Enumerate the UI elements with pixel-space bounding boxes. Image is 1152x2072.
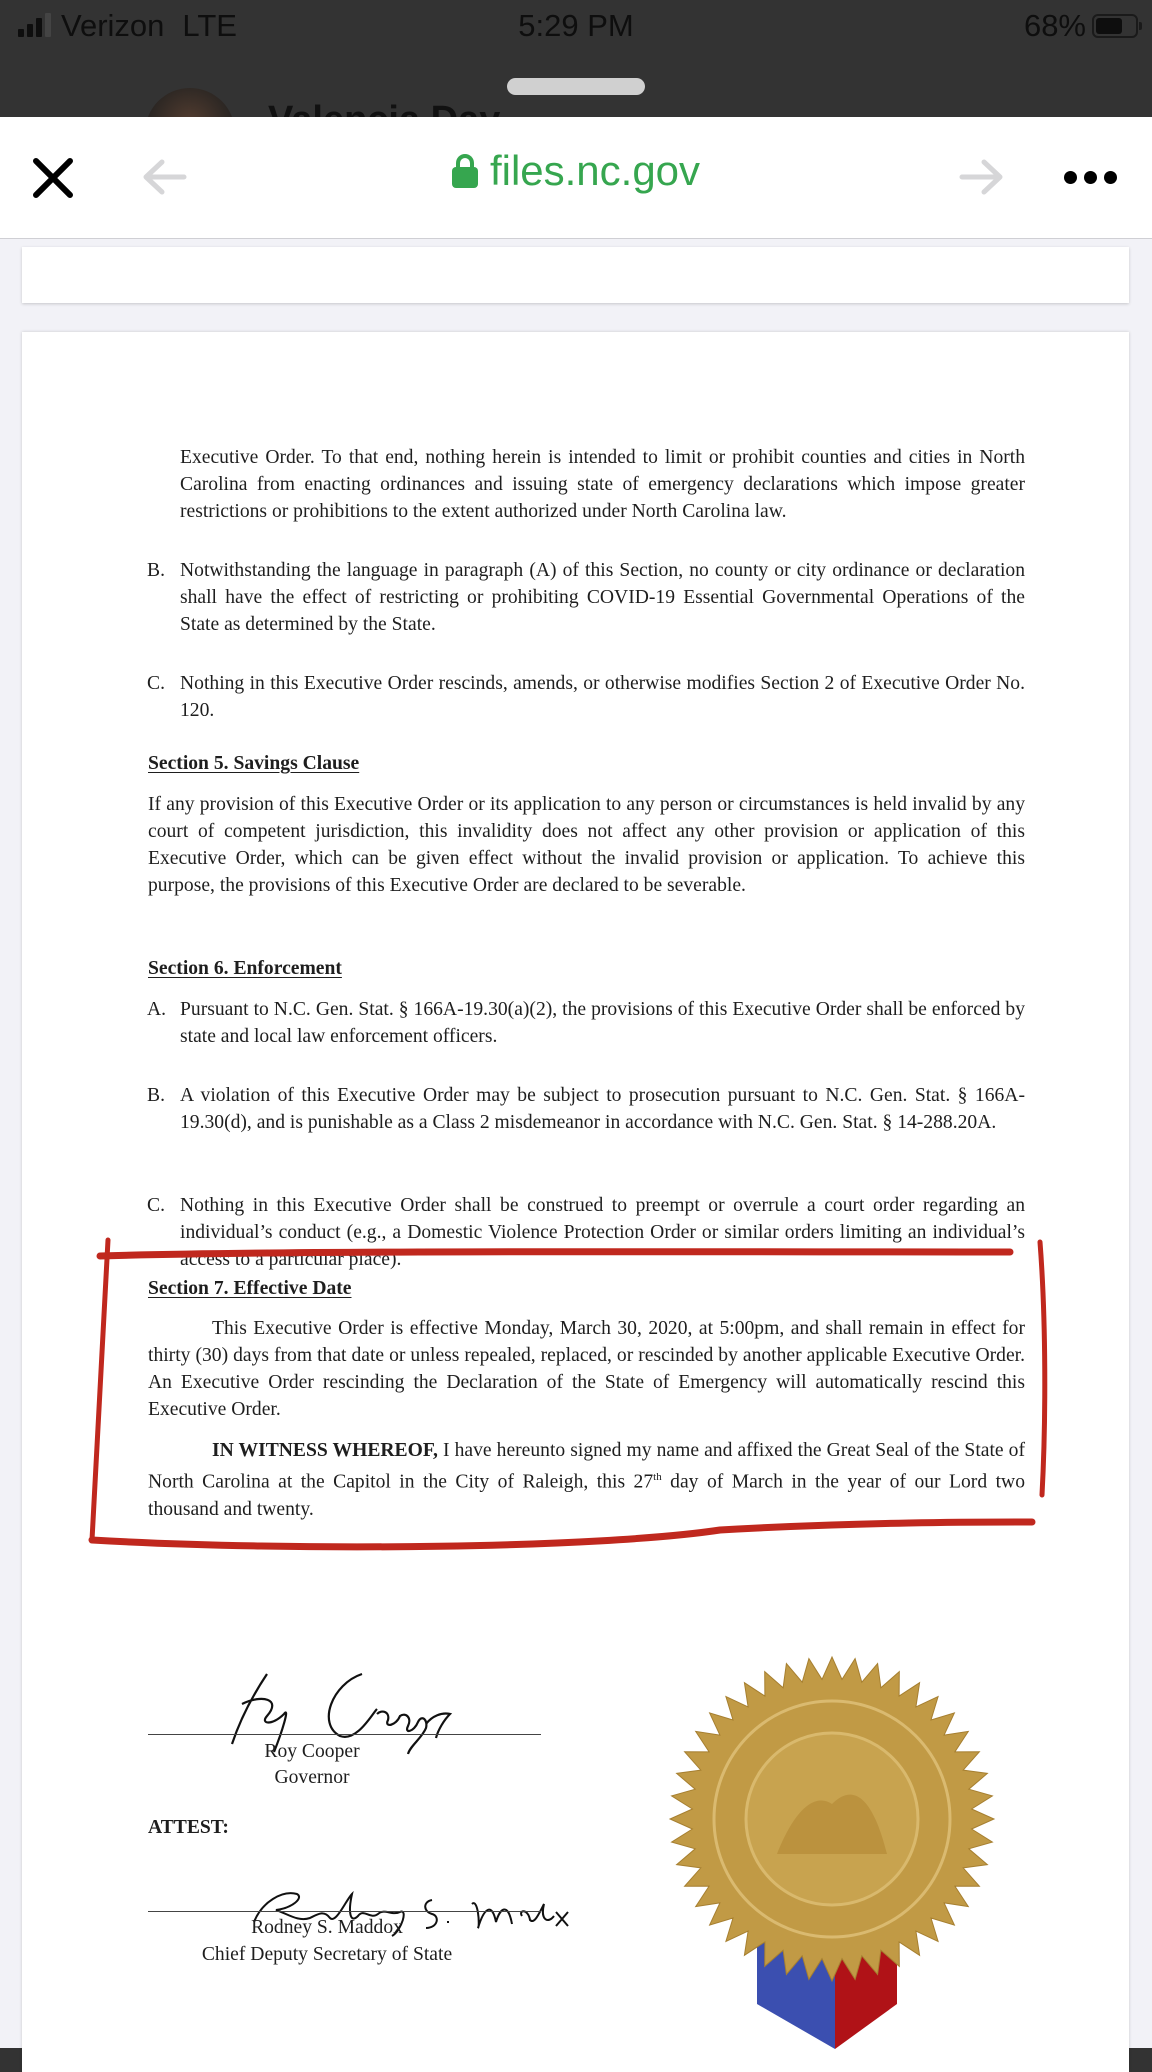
ellipsis-icon-dot [1084,171,1097,184]
state-seal [667,1654,997,2054]
forward-button[interactable] [958,157,1006,197]
section7-text: This Executive Order is effective Monday, March 30, 2020, at 5:00pm, and shall remain in effect for thirty (30) days from that date or unless repealed, replaced, or rescinded by another applicable Executive Order. An Executive Order rescinding the Declaration of the State of Emergency will automatically rescind this Executive Order. [148,1318,1025,1420]
witness-paragraph [148,1437,1025,1523]
item-letter: C. [147,1195,165,1216]
previous-pdf-page[interactable] [22,247,1129,303]
section4-item-b: Notwithstanding the language in paragraph (A) of this Section, no county or city ordinance or declaration shall have the effect of restricting or prohibiting COVID-19 Essential Governmental Operations of the State as determined by the State. [180,560,1025,635]
section6-item-a: Pursuant to N.C. Gen. Stat. § 166A-19.30(a)(2), the provisions of this Executive Order shall be enforced by state and local law enforcement officers. [180,999,1025,1047]
item-letter: B. [147,560,165,581]
section6-item-b: A violation of this Executive Order may be subject to prosecution pursuant to N.C. Gen. Stat. § 166A-19.30(d), and is punishable as a Class 2 misdemeanor in accordance with N.C. Gen. Stat. § 14-288.20A. [180,1085,1025,1133]
sheet-grabber-handle[interactable] [507,78,645,95]
in-app-browser-sheet [0,117,1152,2048]
witness-lead: IN WITNESS WHEREOF, [212,1440,438,1461]
pdf-page[interactable] [22,332,1129,2072]
lock-icon [452,154,478,188]
item-letter: C. [147,673,165,694]
browser-toolbar [0,117,1152,239]
ellipsis-icon-dot [1064,171,1077,184]
status-right [1024,8,1138,44]
ellipsis-icon-dot [1104,171,1117,184]
item-letter: B. [147,1085,165,1106]
governor-signature-line [148,1734,541,1735]
document-body [22,332,1129,2072]
battery-percent: 68% [1023,8,1086,43]
arrow-right-icon [958,157,1006,197]
section5-text: If any provision of this Executive Order or its application to any person or circumstances is held invalid by any court of competent jurisdiction, this invalidity does not affect any other provision or application of this Executive Order, which can be given effect without the invalid provision or application. To achieve this purpose, the provisions of this Executive Order are declared to be severable. [148,794,1025,896]
contact-name [268,98,500,118]
witness-text-2: day of March in the year of our Lord two thousand and twenty. [148,1471,1025,1520]
secretary-signature-line [148,1911,541,1912]
witness-text-1: I have hereunto signed my name and affixed the Great Seal of the State of North Carolina at the Capitol in the City of Raleigh, this 27 [148,1440,1025,1493]
carrier-label: Verizon [61,8,165,43]
secretary-title: Chief Deputy Secretary of State [201,1944,453,1965]
day-suffix: th [653,1471,662,1483]
item-letter: A. [147,999,167,1020]
section5-heading: Section 5. Savings Clause [148,753,360,774]
more-options-button[interactable] [1064,165,1124,189]
continuation-paragraph: Executive Order. To that end, nothing herein is intended to limit or prohibit counties and cities in North Carolina from enacting ordinances and issuing state of emergency declarations which impose greater restrictions or prohibitions to the extent authorized under North Carolina law. [180,447,1025,522]
section6-item-c: Nothing in this Executive Order shall be construed to preempt or overrule a court order regarding an individual’s conduct (e.g., a Domestic Violence Protection Order or similar orders limiting an individual’s access to a particular place). [180,1195,1025,1270]
secretary-name: Rodney S. Maddox [251,1917,403,1938]
status-bar [0,0,1152,60]
battery-icon [1092,14,1138,38]
section6-heading: Section 6. Enforcement [148,958,342,979]
status-time: 5:29 PM [518,8,634,43]
governor-title: Governor [274,1767,350,1788]
url-text: files.nc.gov [489,147,701,194]
section7-heading: Section 7. Effective Date [148,1278,352,1299]
network-type: LTE [182,8,237,43]
governor-name: Roy Cooper [264,1741,360,1762]
section4-item-c: Nothing in this Executive Order rescinds, amends, or otherwise modifies Section 2 of Executive Order No. 120. [180,673,1025,721]
attest-label: ATTEST: [148,1817,229,1838]
